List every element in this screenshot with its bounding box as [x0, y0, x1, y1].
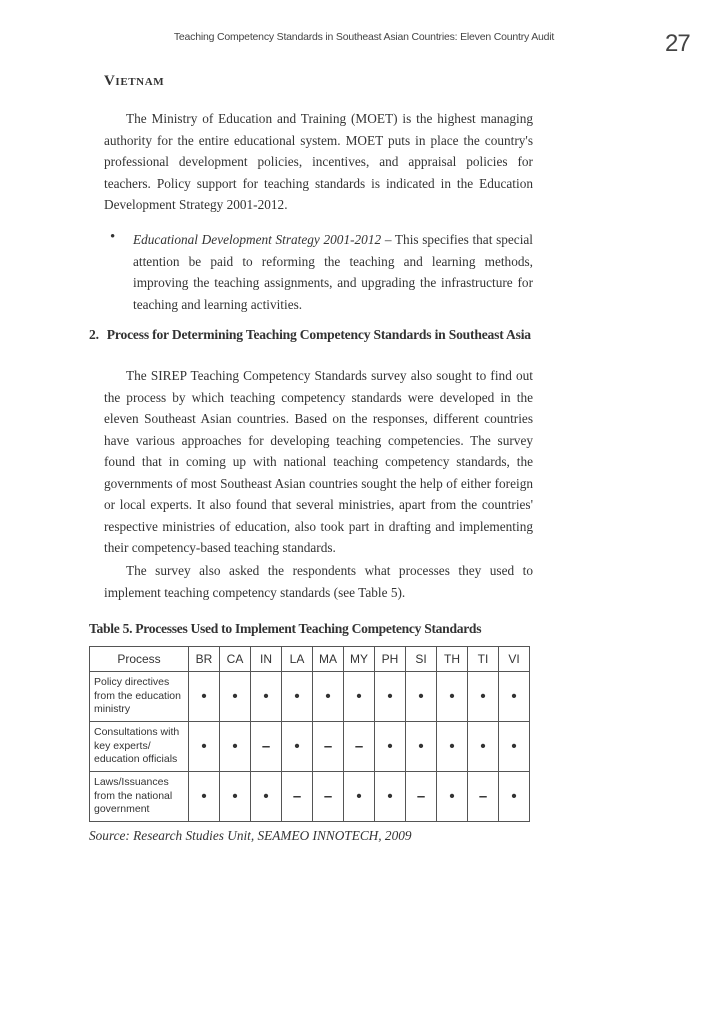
column-header: CA	[220, 647, 251, 672]
table-cell: •	[220, 772, 251, 822]
table-cell: •	[189, 722, 220, 772]
table-cell: •	[375, 772, 406, 822]
table-cell: •	[282, 672, 313, 722]
table-cell: •	[313, 672, 344, 722]
column-header: BR	[189, 647, 220, 672]
table-cell: •	[437, 672, 468, 722]
table-source: Source: Research Studies Unit, SEAMEO INNOTECH, 2009	[89, 828, 412, 843]
column-header: TI	[468, 647, 499, 672]
section-2-heading	[89, 327, 531, 343]
table-cell: •	[375, 722, 406, 772]
table-cell: •	[251, 772, 282, 822]
bullet-item-strategy	[133, 229, 533, 315]
row-label: Policy directives from the education ministry	[90, 672, 189, 722]
column-header: VI	[499, 647, 530, 672]
table-cell: –	[282, 772, 313, 822]
column-header: TH	[437, 647, 468, 672]
column-header: SI	[406, 647, 437, 672]
bullet-title: Educational Development Strategy 2001-2012	[133, 232, 382, 247]
table-row	[90, 722, 530, 772]
table-cell: –	[406, 772, 437, 822]
table-cell: •	[499, 772, 530, 822]
bullet-body: This specifies that special attention be paid to reforming the teaching and learning methods, improving the teaching assignments, and upgrading the infrastructure for teaching and learning activities.	[133, 232, 533, 312]
table-cell: •	[437, 722, 468, 772]
table-cell: •	[499, 672, 530, 722]
vietnam-paragraph: The Ministry of Education and Training (MOET) is the highest managing authority for the entire educational system. MOET puts in place the country's professional development policies, incentives, and appraisal policies for teachers. Policy support for teaching standards is indicated in the Education Development Strategy 2001-2012.	[104, 111, 533, 212]
table-cell: •	[499, 722, 530, 772]
table-cell: –	[313, 772, 344, 822]
section-title: Process for Determining Teaching Competency Standards in Southeast Asia	[106, 327, 531, 342]
table-cell: •	[406, 672, 437, 722]
page-number: 27	[665, 30, 690, 57]
table-row	[90, 672, 530, 722]
section-number: 2.	[89, 327, 99, 342]
column-header: IN	[251, 647, 282, 672]
table-cell: •	[375, 672, 406, 722]
table-cell: •	[189, 672, 220, 722]
bullet-marker: •	[110, 229, 116, 245]
table-header-row	[90, 647, 530, 672]
row-label: Laws/Issuances from the national government	[90, 772, 189, 822]
section-2-paragraph-2: The survey also asked the respondents what processes they used to implement teaching competency standards (see Table 5).	[104, 563, 533, 600]
bullet-separator: –	[381, 232, 395, 247]
column-header: MY	[344, 647, 375, 672]
table-cell: •	[406, 722, 437, 772]
table-cell: •	[282, 722, 313, 772]
table-cell: •	[220, 722, 251, 772]
table-cell: •	[220, 672, 251, 722]
table-cell: •	[189, 772, 220, 822]
row-label: Consultations with key experts/ education officials	[90, 722, 189, 772]
table-cell: –	[344, 722, 375, 772]
table-cell: •	[251, 672, 282, 722]
country-heading-vietnam: Vietnam	[104, 73, 165, 89]
column-header: LA	[282, 647, 313, 672]
table-row	[90, 772, 530, 822]
table-cell: •	[437, 772, 468, 822]
table-cell: •	[468, 722, 499, 772]
table-caption: Table 5. Processes Used to Implement Teaching Competency Standards	[89, 621, 482, 636]
section-2-paragraph-1: The SIREP Teaching Competency Standards survey also sought to find out the process by which teaching competency standards were developed in the eleven Southeast Asian countries. Based on the responses, different countries have various approaches for developing teaching competencies. The survey found that in coming up with national teaching competency standards, the governments of most Southeast Asian countries sought the help of either foreign or local experts. It also found that several ministries, apart from the countries' respective ministries of education, also took part in drafting and implementing their competency-based teaching standards.	[104, 368, 533, 555]
table-cell: •	[468, 672, 499, 722]
table-cell: –	[251, 722, 282, 772]
running-head: Teaching Competency Standards in Southeast Asian Countries: Eleven Country Audit	[173, 31, 555, 43]
table-cell: –	[313, 722, 344, 772]
table-cell: •	[344, 672, 375, 722]
table-cell: •	[344, 772, 375, 822]
processes-table	[89, 646, 530, 822]
table-cell: –	[468, 772, 499, 822]
column-header: MA	[313, 647, 344, 672]
column-header: PH	[375, 647, 406, 672]
column-header: Process	[90, 647, 189, 672]
